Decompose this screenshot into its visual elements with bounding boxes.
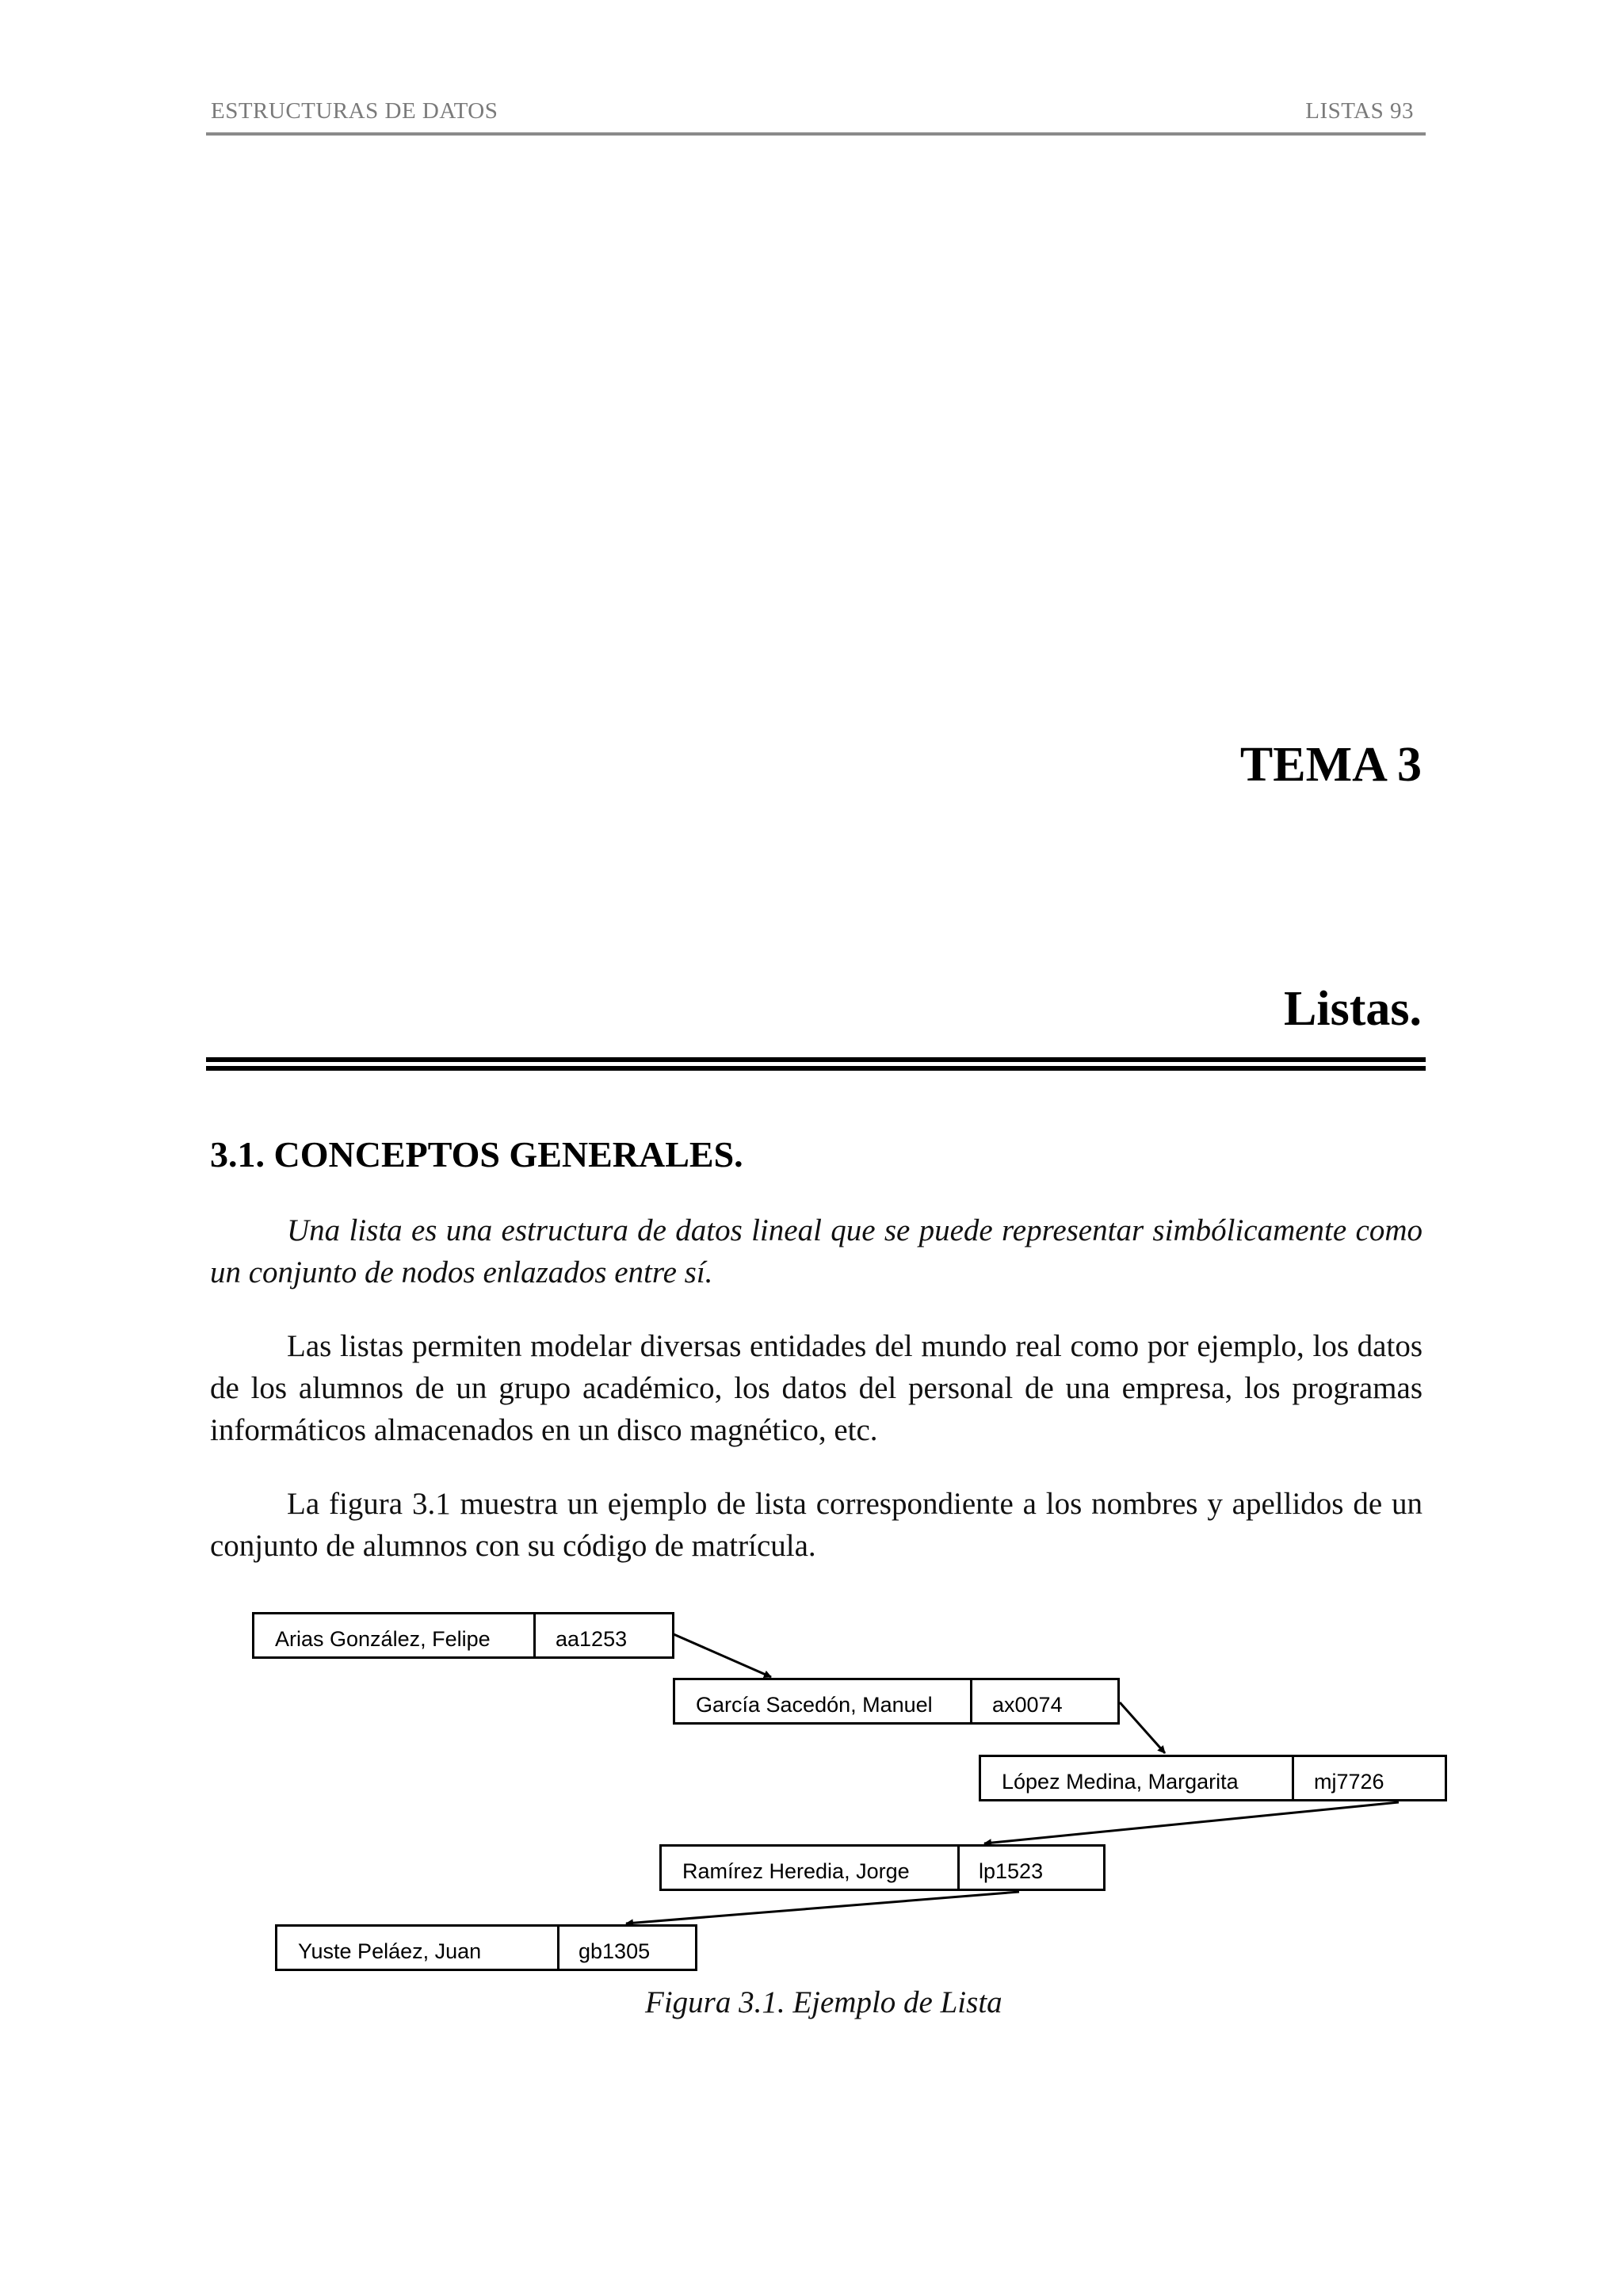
link-arrow-4 [626, 1892, 1019, 1924]
list-node [979, 1755, 1447, 1801]
node-name: Ramírez Heredia, Jorge [682, 1859, 910, 1883]
node-separator [1292, 1757, 1294, 1799]
node-name: López Medina, Margarita [1002, 1770, 1239, 1794]
node-separator [970, 1680, 972, 1722]
list-node [673, 1678, 1120, 1725]
link-arrow-1 [674, 1634, 771, 1677]
node-code: aa1253 [556, 1627, 628, 1651]
node-name: Yuste Peláez, Juan [298, 1939, 482, 1963]
list-node [252, 1612, 674, 1659]
node-separator [557, 1927, 559, 1969]
node-code: mj7726 [1314, 1770, 1384, 1794]
node-separator [533, 1614, 536, 1656]
section-title: 3.1. CONCEPTOS GENERALES. [210, 1134, 743, 1175]
chapter-title: Listas. [1284, 982, 1422, 1036]
chapter-label: TEMA 3 [1239, 738, 1422, 792]
node-separator [957, 1847, 960, 1889]
paragraph-figure-intro: La figura 3.1 muestra un ejemplo de lista correspondiente a los nombres y apellidos de un conjunto de alumnos con su código de matrícula. [210, 1487, 1423, 1563]
list-node [275, 1924, 697, 1971]
list-node [659, 1844, 1106, 1891]
node-name: Arias González, Felipe [275, 1627, 491, 1651]
node-name: García Sacedón, Manuel [696, 1693, 933, 1717]
link-arrow-2 [1120, 1702, 1165, 1753]
node-code: ax0074 [992, 1693, 1063, 1717]
paragraph-definition: Una lista es una estructura de datos lineal que se puede representar simbólicamente como un conjunto de nodos enlazados entre sí. [210, 1213, 1423, 1289]
node-code: gb1305 [579, 1939, 651, 1963]
paragraph-uses: Las listas permiten modelar diversas entidades del mundo real como por ejemplo, los datos de los alumnos de un grupo académico, los datos del personal de una empresa, los programas informáticos almacenados en un disco magnético, etc. [210, 1329, 1423, 1447]
link-arrow-3 [984, 1802, 1399, 1843]
figure-caption: Figura 3.1. Ejemplo de Lista [645, 1985, 1002, 2019]
node-code: lp1523 [979, 1859, 1044, 1883]
running-header-left: ESTRUCTURAS DE DATOS [211, 98, 498, 124]
running-header-right: LISTAS 93 [1305, 98, 1414, 124]
